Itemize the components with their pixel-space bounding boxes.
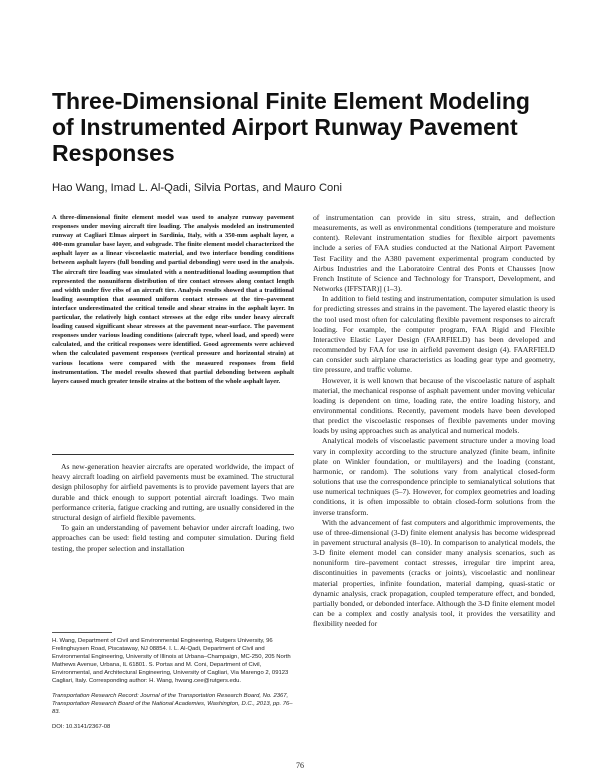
body-paragraph: As new-generation heavier aircrafts are operated worldwide, the impact of heavy aircraft loading on airfield pavements must be examined. The structural design philosophy for airfield pavements is to provide pavement layers that are durable and thick enough to support potential aircraft loadings. Two main performance criteria, fatigue cracking and rutting, are usually considered in the structural design of airfield flexible pavements. bbox=[52, 462, 294, 523]
abstract: A three-dimensional finite element model was used to analyze runway pavement responses under moving aircraft tire loading. The analysis modeled an instrumented runway at Cagliari Elmas airport in Sardinia, Italy, with a 350-mm asphalt layer, a 400-mm granular base layer, and subgrade. The finite element model characterized the asphalt layer as a linear viscoelastic material, and two interface bonding conditions between asphalt layers (full bonding and partial debonding) were used in the analysis. The aircraft tire loading was simulated with a nontraditional loading assumption that represented the nonuniform distribution of tire contact stresses along contact length and width under five ribs of an aircraft tire. Analysis results showed that a traditional loading assumption that assumed uniform contact stresses at the tire–pavement interface underestimated the critical tensile and shear strains in the asphalt layer. In particular, the relatively high contact stresses at the edge ribs under heavy aircraft loading caused significant shear stresses at the pavement near-surface. The pavement responses under various loading conditions (aircraft type, wheel load, and speed) were calculated, and the critical responses were identified. Good agreements were achieved when the calculated pavement responses (vertical pressure and horizontal strain) at various locations were compared with the measured responses from field instrumentation. The model results showed that partial debonding between asphalt layers caused much greater tensile strains at the bottom of the whole asphalt layer. bbox=[52, 214, 294, 385]
right-column-body bbox=[313, 213, 555, 629]
body-paragraph: Analytical models of viscoelastic pavement structure under a moving load vary in complexity according to the structure analyzed (finite beam, infinite plate on Winkler foundation, or multilayers) and the loading (constant, harmonic, or random). The solutions vary from analytical closed-form solutions that use the correspondence principle to semianalytical solutions that use numerical techniques (5–7). However, for complex geometries and loading conditions, it is often impossible to obtain closed-form solutions from the inverse transform. bbox=[313, 436, 555, 517]
page-number: 76 bbox=[296, 761, 304, 770]
body-paragraph: To gain an understanding of pavement behavior under aircraft loading, two approaches can be used: field testing and computer simulation. During field testing, the proper selection and installation bbox=[52, 523, 294, 553]
body-paragraph: However, it is well known that because of the viscoelastic nature of asphalt material, the mechanical response of asphalt pavement under moving vehicular loading is dependent on time, loading rate, the entire loading history, and environmental conditions. Recently, pavement models have been developed that predict the viscoelastic responses of flexible pavements under moving loads by using approaches such as analytical and numerical models. bbox=[313, 375, 555, 436]
body-paragraph: of instrumentation can provide in situ stress, strain, and deflection measurements, as well as environmental conditions (temperature and moisture content). Relevant instrumentation studies for flexible airport pavements include a series of FAA studies conducted at the National Airport Pavement Test Facility and the A380 pavement experimental program conducted by Airbus Industries and the Laboratoire Central des Ponts et Chausses [now French Institute of Science and Technology for Transport, Development, and Networks (IFFSTAR)] (1–3). bbox=[313, 213, 555, 294]
left-column-body bbox=[52, 462, 294, 554]
abstract-divider bbox=[52, 454, 294, 455]
author-list: Hao Wang, Imad L. Al-Qadi, Silvia Portas, and Mauro Coni bbox=[52, 182, 342, 194]
footnote-divider bbox=[52, 632, 112, 633]
body-paragraph: With the advancement of fast computers and algorithmic improvements, the use of three-dimensional (3-D) finite element analysis has become widespread in pavement structural analysis (8–10). In comparison to analytical models, the 3-D finite element model can consider many analysis scenarios, such as nonuniform tire–pavement contact stresses, irregular tire imprint area, discontinuities in pavements (cracks or joints), viscoelastic and nonlinear material properties, infinite foundation, material damping, quasi-static or dynamic analysis, crack propagation, coupled temperature effect, and bonded, partially bonded, or debonded interface. Although the 3-D finite element model can be a complex and costly analysis tool, it provides the versatility and flexibility needed for bbox=[313, 517, 555, 629]
doi: DOI: 10.3141/2367-08 bbox=[52, 724, 111, 730]
body-paragraph: In addition to field testing and instrumentation, computer simulation is used for predicting stresses and strains in the pavement. The layered elastic theory is the tool used most often for calculating flexible pavement responses to aircraft loading. For example, the computer program, FAA Rigid and Flexible Interactive Elastic Layer Design (FAARFIELD) has been developed and recommended by FAA for use in airfield pavement design (4). FAARFIELD can consider such airplane characteristics as loading gear type and geometry, tire pressure, and traffic volume. bbox=[313, 294, 555, 375]
paper-title: Three-Dimensional Finite Element Modeling of Instrumented Airport Runway Pavement Responses bbox=[52, 88, 530, 166]
author-affiliations: H. Wang, Department of Civil and Environmental Engineering, Rutgers University, 96 Frelinghuysen Road, Piscataway, NJ 08854. I. L. Al-Qadi, Department of Civil and Environmental Engineering, University of Illinois at Urbana–Champaign, MC-250, 205 North Mathews Avenue, Urbana, IL 61801. S. Portas and M. Coni, Department of Civil, Environmental, and Architectural Engineering, University of Cagliari, Via Marengo 2, 09123 Cagliari, Italy. Corresponding author: H. Wang, hwang.cee@rutgers.edu. bbox=[52, 638, 291, 684]
journal-citation: Transportation Research Record: Journal of the Transportation Research Board, No. 2367, Transportation Research Board of the National Academies, Washington, D.C., 2013, pp. 76–83. bbox=[52, 693, 293, 715]
